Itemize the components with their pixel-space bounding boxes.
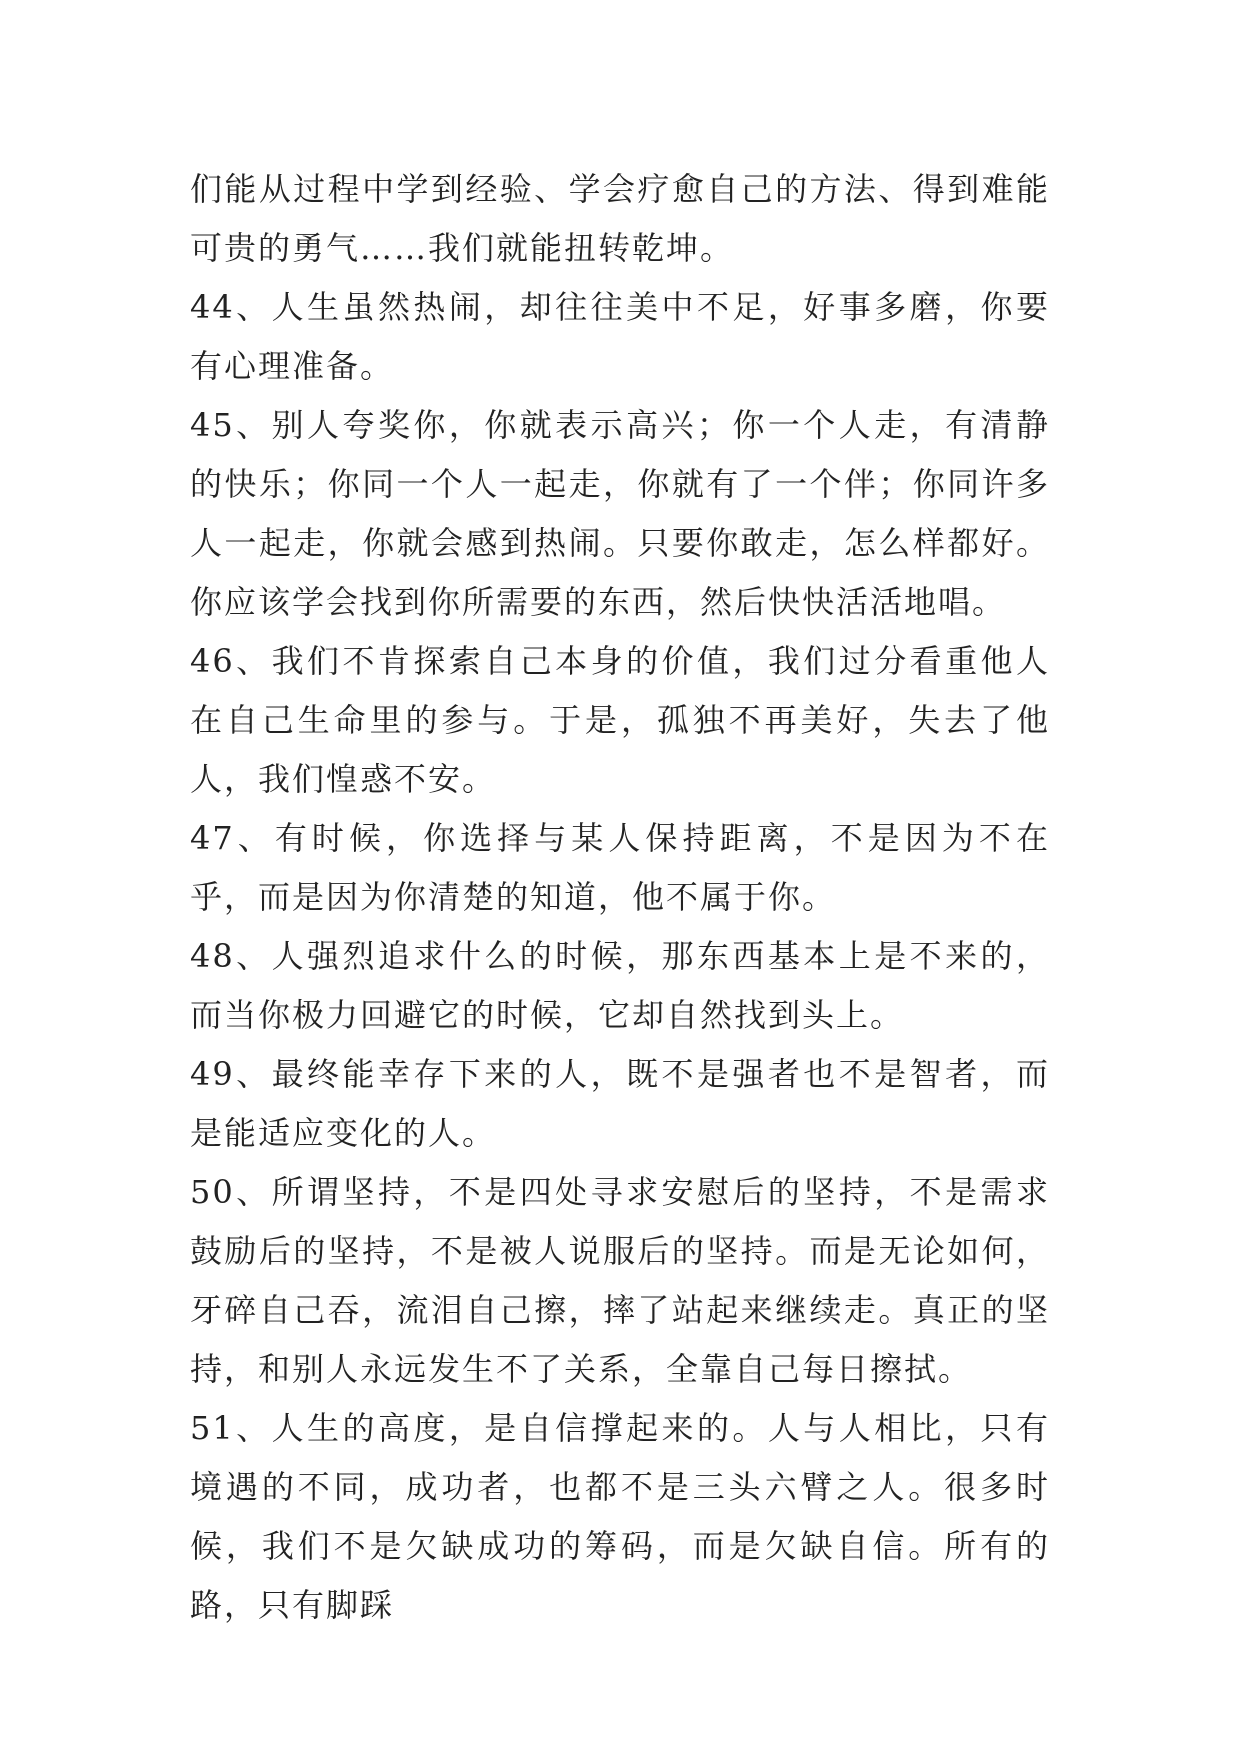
paragraph-continuation: 们能从过程中学到经验、学会疗愈自己的方法、得到难能可贵的勇气……我们就能扭转乾坤。 bbox=[190, 170, 1050, 267]
document-body bbox=[190, 160, 1050, 1635]
paragraph-50: 50、所谓坚持，不是四处寻求安慰后的坚持，不是需求鼓励后的坚持，不是被人说服后的坚持。而是无论如何，牙碎自己吞，流泪自己擦，摔了站起来继续走。真正的坚持，和别人永远发生不了关系，全靠自己每日擦拭。 bbox=[190, 1173, 1050, 1388]
paragraph-51: 51、人生的高度，是自信撑起来的。人与人相比，只有境遇的不同，成功者，也都不是三头六臂之人。很多时候，我们不是欠缺成功的筹码，而是欠缺自信。所有的路，只有脚踩 bbox=[190, 1409, 1050, 1624]
paragraph-44: 44、人生虽然热闹，却往往美中不足，好事多磨，你要有心理准备。 bbox=[190, 288, 1050, 385]
paragraph-46: 46、我们不肯探索自己本身的价值，我们过分看重他人在自己生命里的参与。于是，孤独不再美好，失去了他人，我们惶惑不安。 bbox=[190, 642, 1050, 798]
paragraph-45: 45、别人夸奖你，你就表示高兴；你一个人走，有清静的快乐；你同一个人一起走，你就有了一个伴；你同许多人一起走，你就会感到热闹。只要你敢走，怎么样都好。你应该学会找到你所需要的东西，然后快快活活地唱。 bbox=[190, 406, 1050, 621]
paragraph-47: 47、有时候，你选择与某人保持距离，不是因为不在乎，而是因为你清楚的知道，他不属于你。 bbox=[190, 819, 1050, 916]
paragraph-48: 48、人强烈追求什么的时候，那东西基本上是不来的， 而当你极力回避它的时候，它却自然找到头上。 bbox=[190, 937, 1050, 1034]
paragraph-49: 49、最终能幸存下来的人，既不是强者也不是智者，而是能适应变化的人。 bbox=[190, 1055, 1050, 1152]
